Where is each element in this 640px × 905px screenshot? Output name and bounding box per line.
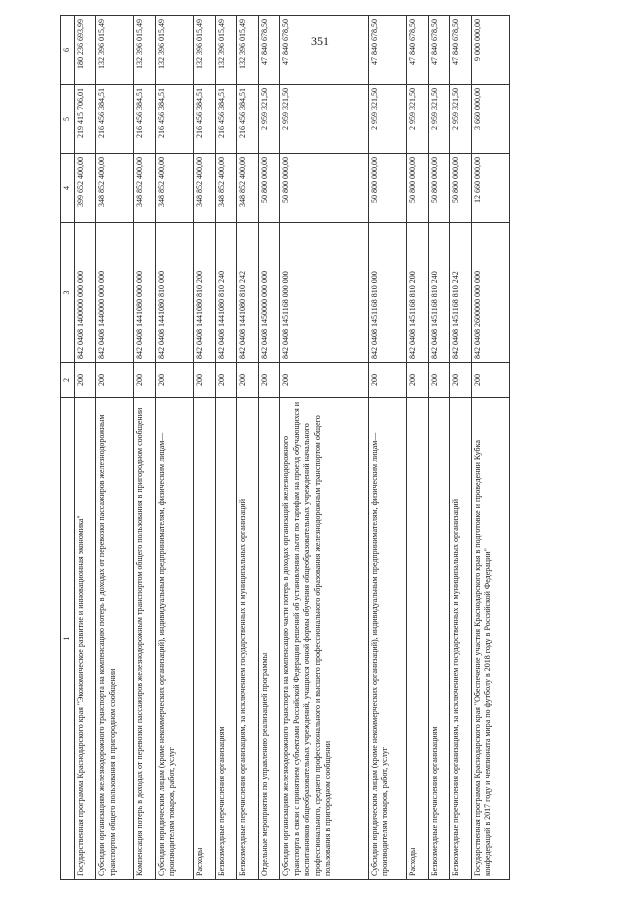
planned-amount-cell: 50 800 000,00	[368, 154, 406, 223]
remainder-amount-cell: 132 396 015,49	[155, 16, 193, 85]
admin-code-cell: 200	[194, 363, 216, 398]
row-name-cell: Субсидии организациям железнодорожного транспорта на компенсацию части потерь в доходах организаций железнодорожного транспорта в связи с принятием субъектами Российской Федерации решений об установлении льгот по тарифам на проезд обучающихся и воспитанников общеобразовательных учреждений, учащихся очной формы обучения общеобразовательных учреждений начального профессионального, среднего профессионального и высшего профессионального образования железнодорожным транспортом общего пользования в пригородном сообщении	[280, 398, 369, 880]
planned-amount-cell: 348 852 400,00	[237, 154, 259, 223]
planned-amount-cell: 50 800 000,00	[407, 154, 429, 223]
remainder-amount-cell: 132 396 015,49	[237, 16, 259, 85]
planned-amount-cell: 348 852 400,00	[134, 154, 156, 223]
admin-code-cell: 200	[280, 363, 369, 398]
table-row	[280, 16, 369, 880]
admin-code-cell: 200	[407, 363, 429, 398]
column-number-row	[61, 16, 75, 880]
page-number: 351	[311, 34, 329, 48]
executed-amount-cell: 2 959 321,50	[368, 85, 406, 154]
table-row	[407, 16, 429, 880]
budget-code-cell: 842 0408 1440000 000 000	[96, 223, 134, 363]
budget-code-cell: 842 0408 1451168 000 000	[280, 223, 369, 363]
column-number: 5	[61, 85, 75, 154]
table-row	[155, 16, 193, 880]
planned-amount-cell: 50 800 000,00	[280, 154, 369, 223]
admin-code-cell: 200	[368, 363, 406, 398]
planned-amount-cell: 399 652 400,00	[74, 154, 96, 223]
budget-table	[60, 15, 510, 880]
table-row	[237, 16, 259, 880]
planned-amount-cell: 348 852 400,00	[215, 154, 237, 223]
budget-code-cell: 842 0408 1441080 810 000	[155, 223, 193, 363]
budget-code-cell: 842 0408 1450000 000 000	[258, 223, 280, 363]
admin-code-cell: 200	[237, 363, 259, 398]
row-name-cell: Субсидии юридическим лицам (кроме некоммерческих организаций), индивидуальным предпринимателям, физическим лицам—производителям товаров, работ, услуг	[368, 398, 406, 880]
executed-amount-cell: 216 456 384,51	[194, 85, 216, 154]
executed-amount-cell: 216 456 384,51	[155, 85, 193, 154]
executed-amount-cell: 3 660 000,00	[471, 85, 509, 154]
budget-code-cell: 842 0408 1400000 000 000	[74, 223, 96, 363]
row-name-cell: Отдельные мероприятия по управлению реализацией программы	[258, 398, 280, 880]
remainder-amount-cell: 132 396 015,49	[215, 16, 237, 85]
row-name-cell: Безвозмездные перечисления организациям, за исключением государственных и муниципальных организаций	[237, 398, 259, 880]
row-name-cell: Безвозмездные перечисления организациям	[215, 398, 237, 880]
remainder-amount-cell: 47 840 678,50	[258, 16, 280, 85]
admin-code-cell: 200	[74, 363, 96, 398]
column-number: 3	[61, 223, 75, 363]
table-row	[96, 16, 134, 880]
table-row	[258, 16, 280, 880]
budget-code-cell: 842 0408 1441080 000 000	[134, 223, 156, 363]
executed-amount-cell: 2 959 321,50	[450, 85, 472, 154]
executed-amount-cell: 216 456 384,51	[237, 85, 259, 154]
budget-code-cell: 842 0408 1451168 810 240	[428, 223, 450, 363]
remainder-amount-cell: 47 840 678,50	[428, 16, 450, 85]
table-row	[74, 16, 96, 880]
column-number: 1	[61, 398, 75, 880]
admin-code-cell: 200	[258, 363, 280, 398]
remainder-amount-cell: 47 840 678,50	[280, 16, 369, 85]
remainder-amount-cell: 180 236 693,99	[74, 16, 96, 85]
planned-amount-cell: 12 660 000,00	[471, 154, 509, 223]
table-row	[428, 16, 450, 880]
remainder-amount-cell: 47 840 678,50	[368, 16, 406, 85]
table-body	[74, 16, 509, 880]
column-number: 6	[61, 16, 75, 85]
admin-code-cell: 200	[428, 363, 450, 398]
executed-amount-cell: 216 456 384,51	[215, 85, 237, 154]
remainder-amount-cell: 47 840 678,50	[407, 16, 429, 85]
executed-amount-cell: 216 456 384,51	[96, 85, 134, 154]
planned-amount-cell: 50 800 000,00	[258, 154, 280, 223]
remainder-amount-cell: 132 396 015,49	[134, 16, 156, 85]
row-name-cell: Компенсация потерь в доходах от перевозки пассажиров железнодорожным транспортом общего пользования в пригородном сообщении	[134, 398, 156, 880]
remainder-amount-cell: 9 000 000,00	[471, 16, 509, 85]
table-row	[368, 16, 406, 880]
row-name-cell: Государственная программа Краснодарского края "Экономическое развитие и инновационная экономика"	[74, 398, 96, 880]
executed-amount-cell: 2 959 321,50	[280, 85, 369, 154]
admin-code-cell: 200	[215, 363, 237, 398]
column-number: 2	[61, 363, 75, 398]
budget-code-cell: 842 0408 1441080 810 240	[215, 223, 237, 363]
budget-code-cell: 842 0408 1441080 810 200	[194, 223, 216, 363]
table-row	[194, 16, 216, 880]
planned-amount-cell: 50 800 000,00	[428, 154, 450, 223]
table-row	[471, 16, 509, 880]
budget-code-cell: 842 0408 1451168 810 000	[368, 223, 406, 363]
planned-amount-cell: 348 852 400,00	[96, 154, 134, 223]
executed-amount-cell: 2 959 321,50	[258, 85, 280, 154]
table-row	[450, 16, 472, 880]
row-name-cell: Расходы	[407, 398, 429, 880]
admin-code-cell: 200	[134, 363, 156, 398]
row-name-cell: Субсидии организациям железнодорожного транспорта на компенсацию потерь в доходах от перевозки пассажиров железнодорожным транспортом общего пользования в пригородном сообщении	[96, 398, 134, 880]
remainder-amount-cell: 47 840 678,50	[450, 16, 472, 85]
row-name-cell: Субсидии юридическим лицам (кроме некоммерческих организаций), индивидуальным предпринимателям, физическим лицам—производителям товаров, работ, услуг	[155, 398, 193, 880]
table-row	[134, 16, 156, 880]
row-name-cell: Безвозмездные перечисления организациям, за исключением государственных и муниципальных организаций	[450, 398, 472, 880]
executed-amount-cell: 216 456 384,51	[134, 85, 156, 154]
budget-code-cell: 842 0408 2600000 000 000	[471, 223, 509, 363]
row-name-cell: Государственная программа Краснодарского края "Обеспечение участия Краснодарского края в подготовке и проведении Кубка конфедераций в 2017 году и чемпионата мира по футболу в 2018 году в Российской Федерации"	[471, 398, 509, 880]
budget-code-cell: 842 0408 1451168 810 242	[450, 223, 472, 363]
admin-code-cell: 200	[450, 363, 472, 398]
admin-code-cell: 200	[471, 363, 509, 398]
remainder-amount-cell: 132 396 015,49	[194, 16, 216, 85]
planned-amount-cell: 348 852 400,00	[155, 154, 193, 223]
executed-amount-cell: 2 959 321,50	[407, 85, 429, 154]
table-row	[215, 16, 237, 880]
admin-code-cell: 200	[155, 363, 193, 398]
budget-code-cell: 842 0408 1451168 810 200	[407, 223, 429, 363]
remainder-amount-cell: 132 396 015,49	[96, 16, 134, 85]
budget-code-cell: 842 0408 1441080 810 242	[237, 223, 259, 363]
planned-amount-cell: 348 852 400,00	[194, 154, 216, 223]
executed-amount-cell: 219 415 706,01	[74, 85, 96, 154]
row-name-cell: Безвозмездные перечисления организациям	[428, 398, 450, 880]
row-name-cell: Расходы	[194, 398, 216, 880]
executed-amount-cell: 2 959 321,50	[428, 85, 450, 154]
admin-code-cell: 200	[96, 363, 134, 398]
planned-amount-cell: 50 800 000,00	[450, 154, 472, 223]
column-number: 4	[61, 154, 75, 223]
